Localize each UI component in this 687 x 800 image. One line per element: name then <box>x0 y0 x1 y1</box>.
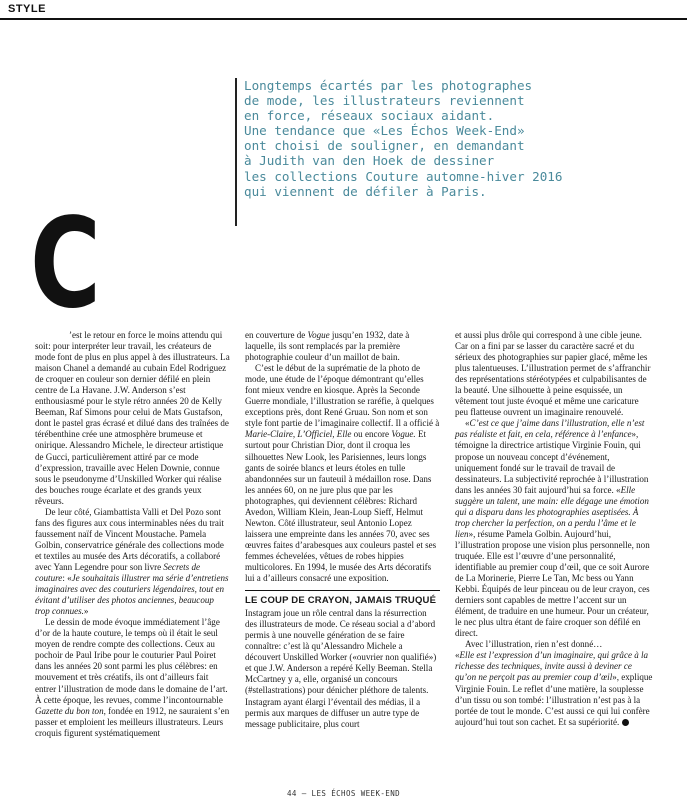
paragraph: Avec l’illustration, rien n’est donné… <box>465 639 603 650</box>
article-column-1 <box>35 330 230 739</box>
intro-standfirst: Longtemps écartés par les photographes de mode, les illustrateurs reviennent en force, réseaux sociaux aidant. Une tendance que «Les Échos Week-End» ont choisi de souligner, en demandant à Judith van den Hoek de dessiner les collections Couture automne-hiver 2016 qui viennent de défiler à Paris. <box>244 78 563 199</box>
article-column-2 <box>245 330 440 730</box>
section-label: STYLE <box>8 3 46 15</box>
paragraph: Instagram joue un rôle central dans la résurrection des illustrateurs de mode. Ce réseau social a d’abord permis à une nouvelle génération de se faire connaître: c’est là qu’Alessandro Michele a découvert Unskilled Worker («ouvrier non qualifié») et que J.W. Anderson a repéré Kelly Beeman. Stella McCartney y a, elle, organisé un concours (#stellastrations) pour dénicher pléthore de talents. Instagram ayant élargi l’éventail des médias, il a permis aux marques de diffuser un autre type de message publicitaire, plus court <box>245 608 437 729</box>
paragraph: C’est le début de la suprématie de la photo de mode, une étude de l’époque démontrant qu’elles font mieux vendre en kiosque. Après la Seconde Guerre mondiale, l’illustration se raréfie, à quelques exceptions près, dont René Gruau. Son nom et son style font partie de l’imaginaire collectif. Il a officié à Marie-Claire, L’Officiel, Elle ou encore Vogue. Et surtout pour Christian Dior, dont il croqua les silhouettes New Look, les Parisiennes, leurs longs gants de soirée blancs et leurs étoles en tulle abandonnées sur un fauteuil à médaillon rose. Dans les années 60, on ne jure plus que par les photographes, qui deviennent célèbres: Richard Avedon, William Klein, Jean-Loup Sieff, Helmut Newton. Côté illustrateur, seul Antonio Lopez laissera une empreinte dans les années 70, avec ses œuvres faites d’arabesques aux couleurs pastel et ses femmes échevelées, vêtues de robes hippies multicolores. En 1994, le musée des Arts décoratifs lui a d’ailleurs consacré une exposition. <box>245 363 440 584</box>
header-divider <box>0 18 687 20</box>
paragraph: en couverture de Vogue jusqu’en 1932, date à laquelle, ils sont remplacés par la première photographie couleur d’un maillot de bain. <box>245 330 410 363</box>
page-footer: 44 – LES ÉCHOS WEEK-END <box>286 789 401 798</box>
end-bullet-icon <box>622 719 629 726</box>
paragraph: ’est le retour en force le moins attendu qui soit: pour interpréter leur travail, les créateurs de mode font de plus en plus appel à des illustrateurs. La maison Chanel a demandé au cubain Edel Rodriguez de croquer en couleur son dernier défilé en plein centre de La Havane. J.W. Anderson s’est enthousiasmé pour le style rétro années 20 de Kelly Beeman, Raf Simons pour celui de Mats Gustafson, dont le pastel gras écrasé et dilué dans des traînées de térébenthine crée une atmosphère brumeuse et onirique. Alessandro Michele, le directeur artistique de Gucci, particulièrement attiré par ce mode d’expression, travaille avec Helen Downie, connue sous le pseudonyme d’Unskilled Worker qui réalise des bouches rouge écarlate et des grands yeux rêveurs. <box>35 330 230 506</box>
paragraph: «Elle est l’expression d’un imaginaire, qui grâce à la richesse des techniques, invite aussi à deviner ce qu’on ne perçoit pas au premier coup d’œil», explique Virginie Fouin. Le reflet d’une matière, la souplesse d’un tissu ou son tombé: l’illustration n’est pas à la portée de tout le monde. C’est aussi ce qui lui confère aujourd’hui tout son cachet. Et sa supériorité. <box>455 650 653 727</box>
drop-cap: C <box>30 192 101 336</box>
paragraph: Le dessin de mode évoque immédiatement l’âge d’or de la haute couture, le temps où il était le seul moyen de rendre compte des collections. Ceux au pochoir de Paul Iribe pour le couturier Paul Poiret dans les années 20 sont parmi les plus célèbres: en mouvement et très créatifs, ils ont d’ailleurs fait entrer l’illustration de mode dans le domaine de l’art. À cette époque, les revues, comme l’incontournable Gazette du bon ton, fondée en 1912, ne sauraient s’en passer et emploient les meilleurs illustrateurs. Leurs croquis figurent systématiquement <box>35 617 230 738</box>
intro-divider <box>235 78 237 226</box>
paragraph: De leur côté, Giambattista Valli et Del Pozo sont fans des figures aux cous interminables nées du trait faussement naïf de Vincent Moustache. Pamela Golbin, conservatrice générale des collections mode et textiles au musée des Arts décoratifs, a collaboré avec Yann Legendre pour son livre Secrets de couture: «Je souhaitais illustrer ma série d’entretiens imaginaires avec des couturiers légendaires, tout en évitant d’utiliser des photos anciennes, beaucoup trop connues.» <box>35 506 229 617</box>
paragraph: et aussi plus drôle qui correspond à une cible jeune. Car on a fini par se lasser du caractère sacré et du sérieux des photographies sur papier glacé, même les plus talentueuses. L’illustration permet de s’affranchir des représentations stéréotypées et culpabilisantes de la beauté. Une silhouette à peine esquissée, un vêtement tout juste évoqué et même une caricature peu flatteuse ouvrent un imaginaire renouvelé. <box>455 330 651 418</box>
paragraph: «C’est ce que j’aime dans l’illustration, elle n’est pas réaliste et fait, en cela, référence à l’enfance», témoigne la directrice artistique Virginie Fouin, qui propose un nouveau concept d’événement, uniquement fondé sur le travail de travail de dessinateurs. La subjectivité reprochée à l’illustration dans les années 30 fait aujourd’hui sa force. «Elle suggère un talent, une main: elle dégage une émotion qui a disparu dans les photographies aseptisées. À trop chercher la perfection, on a perdu l’âme et le lien», résume Pamela Golbin. Aujourd’hui, l’illustration propose une vision plus personnelle, non truquée. Elle est l’œuvre d’une personnalité, identifiable au premier coup d’œil, que ce soit Aurore de La Morinerie, Pierre Le Tan, Mc bess ou Yann Kebbi. Équipés de leur pinceau ou de leur crayon, ces derniers sont capables de mettre l’accent sur un élément, de traduire en une humeur. Pour un créateur, le nec plus ultra étant de faire croquer son défilé en direct. <box>455 418 650 639</box>
article-column-3 <box>455 330 653 728</box>
subheading: LE COUP DE CRAYON, JAMAIS TRUQUÉ <box>245 590 440 606</box>
